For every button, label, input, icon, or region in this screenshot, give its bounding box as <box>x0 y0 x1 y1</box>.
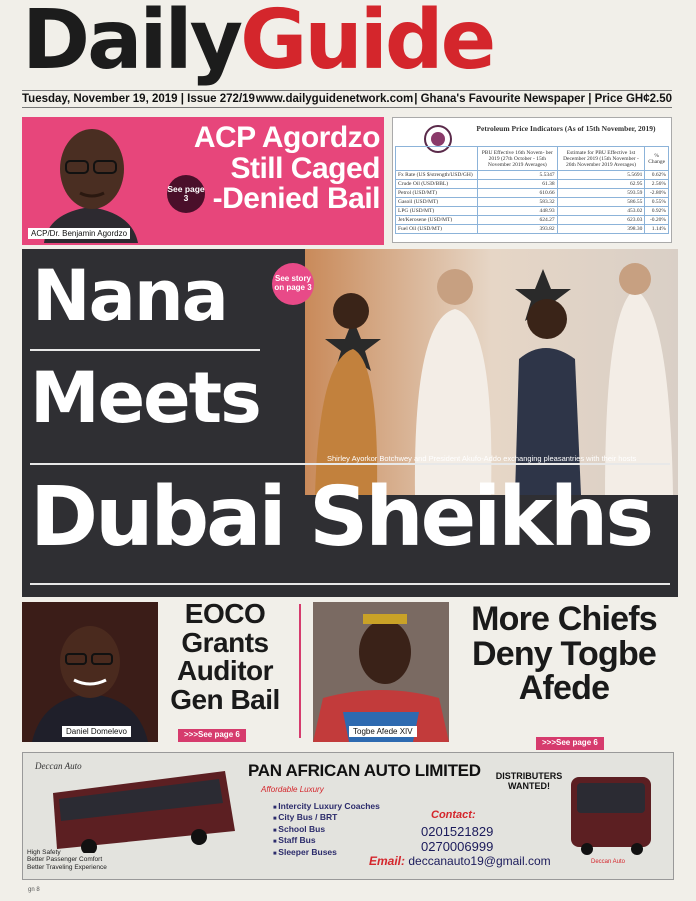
headline-rule <box>30 463 670 465</box>
ad-email-address: deccanauto19@gmail.com <box>408 854 551 868</box>
column-divider <box>299 604 301 738</box>
ad-email-label: Email: <box>369 854 406 868</box>
ad-safety-2: Better Passenger Comfort <box>27 856 103 864</box>
masthead-daily: Daily <box>22 0 241 88</box>
cell: -2.80% <box>645 189 669 198</box>
cell: 1.14% <box>645 225 669 234</box>
table-row <box>396 171 669 180</box>
page-footer: gn 8 <box>28 887 40 893</box>
table-row <box>396 180 669 189</box>
ad-contact-label: Contact: <box>431 809 476 821</box>
headline-rule <box>30 349 260 351</box>
cell: 398.30 <box>557 225 645 234</box>
ad-safety-1: High Safety <box>27 849 61 856</box>
eoco-headline-4: Gen Bail <box>170 683 280 715</box>
list-item: ■ Staff Bus <box>273 835 380 846</box>
eoco-headline[interactable] <box>162 600 288 714</box>
eoco-headline-2: Grants <box>181 626 269 658</box>
cell: 2.56% <box>645 180 669 189</box>
see-page-badge[interactable]: See page 3 <box>167 175 205 213</box>
togbe-caption: Togbe Afede XIV <box>349 726 417 737</box>
row-label: Fuel Oil (USD/MT) <box>396 225 478 234</box>
ad-title: PAN AFRICAN AUTO LIMITED <box>248 761 481 780</box>
cell: 393.82 <box>478 225 558 234</box>
table-row <box>396 189 669 198</box>
petroleum-table <box>395 146 669 234</box>
city-bus-icon <box>567 769 657 857</box>
cell: 586.55 <box>557 198 645 207</box>
togbe-photo <box>313 602 449 742</box>
cell: 448.93 <box>478 207 558 216</box>
ad-safety-text <box>27 849 137 871</box>
table-row <box>396 216 669 225</box>
togbe-portrait <box>313 602 449 742</box>
ad-subtitle: Affordable Luxury <box>261 785 324 794</box>
togbe-headline[interactable] <box>450 602 678 706</box>
list-item: ■ City Bus / BRT <box>273 812 380 823</box>
cell: 61.38 <box>478 180 558 189</box>
petroleum-price-box <box>392 117 672 243</box>
row-label: Petrol (USD/MT) <box>396 189 478 198</box>
cell: 0.55% <box>645 198 669 207</box>
domelevo-photo <box>22 602 158 742</box>
cell: 610.66 <box>478 189 558 198</box>
row-label: LPG (USD/MT) <box>396 207 478 216</box>
header-cell: PBU Effective 16th Novem- ber 2019 (27th October - 15th November 2019 Averages) <box>478 147 558 171</box>
cell: 583.32 <box>478 198 558 207</box>
list-item: ■ Sleeper Buses <box>273 847 380 858</box>
togbe-headline-3: Afede <box>518 669 610 708</box>
togbe-see-page-link[interactable]: >>>See page 6 <box>536 737 604 750</box>
row-label: Fx Rate (US $/strength/USD/GH) <box>396 171 478 180</box>
cell: 623.03 <box>557 216 645 225</box>
acp-headline-1: ACP Agordzo <box>193 121 380 154</box>
ad-safety-3: Better Traveling Experience <box>27 863 107 871</box>
pan-african-auto-ad[interactable] <box>22 752 674 880</box>
see-story-badge[interactable]: See story on page 3 <box>272 263 314 305</box>
main-story[interactable] <box>22 249 678 597</box>
cell: 0.92% <box>645 207 669 216</box>
masthead <box>22 0 494 88</box>
acp-story[interactable] <box>22 117 384 245</box>
togbe-headline-2: Deny Togbe <box>471 634 657 673</box>
table-row <box>396 198 669 207</box>
list-item: ■ School Bus <box>273 824 380 835</box>
eoco-headline-1: EOCO <box>184 598 266 629</box>
cell: 5.5347 <box>478 171 558 180</box>
row-label: Crude Oil (USD/BBL) <box>396 180 478 189</box>
table-row <box>396 207 669 216</box>
ad-phone-2[interactable]: 0270006999 <box>421 839 494 854</box>
domelevo-caption: Daniel Domelevo <box>62 726 131 737</box>
deccan-auto-logo: Deccan Auto <box>35 761 82 771</box>
row-label: Jet/Kerosene (USD/MT) <box>396 216 478 225</box>
acp-caption: ACP/Dr. Benjamin Agordzo <box>28 228 130 239</box>
ad-service-list <box>273 801 380 858</box>
masthead-guide: Guide <box>240 0 494 88</box>
eoco-see-page-link[interactable]: >>>See page 6 <box>178 729 246 742</box>
acp-headline-2: Still Caged <box>230 151 380 185</box>
eoco-headline-3: Auditor <box>176 655 274 687</box>
list-item: ■ Intercity Luxury Coaches <box>273 801 380 812</box>
table-header <box>396 147 669 171</box>
togbe-headline-1: More Chiefs <box>471 600 657 638</box>
headline-rule <box>30 583 670 585</box>
headline-meets: Meets <box>30 357 260 439</box>
website-link[interactable]: www.dailyguidenetwork.com <box>255 93 414 105</box>
headline-nana: Nana <box>32 255 227 337</box>
date-issue: Tuesday, November 19, 2019 | Issue 272/19 <box>22 93 255 105</box>
bus-caption: Deccan Auto <box>591 859 626 865</box>
cell: 0.62% <box>645 171 669 180</box>
cell: 5.5691 <box>557 171 645 180</box>
dateline <box>22 90 672 108</box>
row-label: Gasoil (USD/MT) <box>396 198 478 207</box>
cell: 453.02 <box>557 207 645 216</box>
cell: 62.95 <box>557 180 645 189</box>
header-cell: % Change <box>645 147 669 171</box>
coach-bus-icon <box>49 763 239 853</box>
ad-distributors-wanted: DISTRIBUTERS WANTED! <box>495 771 563 791</box>
ad-email[interactable] <box>369 854 551 868</box>
acp-portrait <box>34 121 146 243</box>
cell: -0.20% <box>645 216 669 225</box>
header-cell <box>396 147 478 171</box>
main-photo-caption: Shirley Ayorkor Botchwey and President Akufo-Addo exchanging pleasantries with their hosts <box>327 454 637 463</box>
petroleum-title: Petroleum Price Indicators (As of 15th November, 2019) <box>476 124 656 133</box>
header-cell: Estimate for PBU Effective 1st December 2019 (15th November - 26th November 2019 Averages) <box>557 147 645 171</box>
slogan-price: | Ghana's Favourite Newspaper | Price GH¢2.50 <box>414 93 672 105</box>
cell: 624.27 <box>478 216 558 225</box>
table-row <box>396 225 669 234</box>
cell: 593.59 <box>557 189 645 198</box>
domelevo-portrait <box>22 602 158 742</box>
acp-headline-3: -Denied Bail <box>212 182 380 216</box>
ad-phone-1[interactable]: 0201521829 <box>421 824 494 839</box>
headline-dubai-sheikhs: Dubai Sheikhs <box>30 470 652 565</box>
